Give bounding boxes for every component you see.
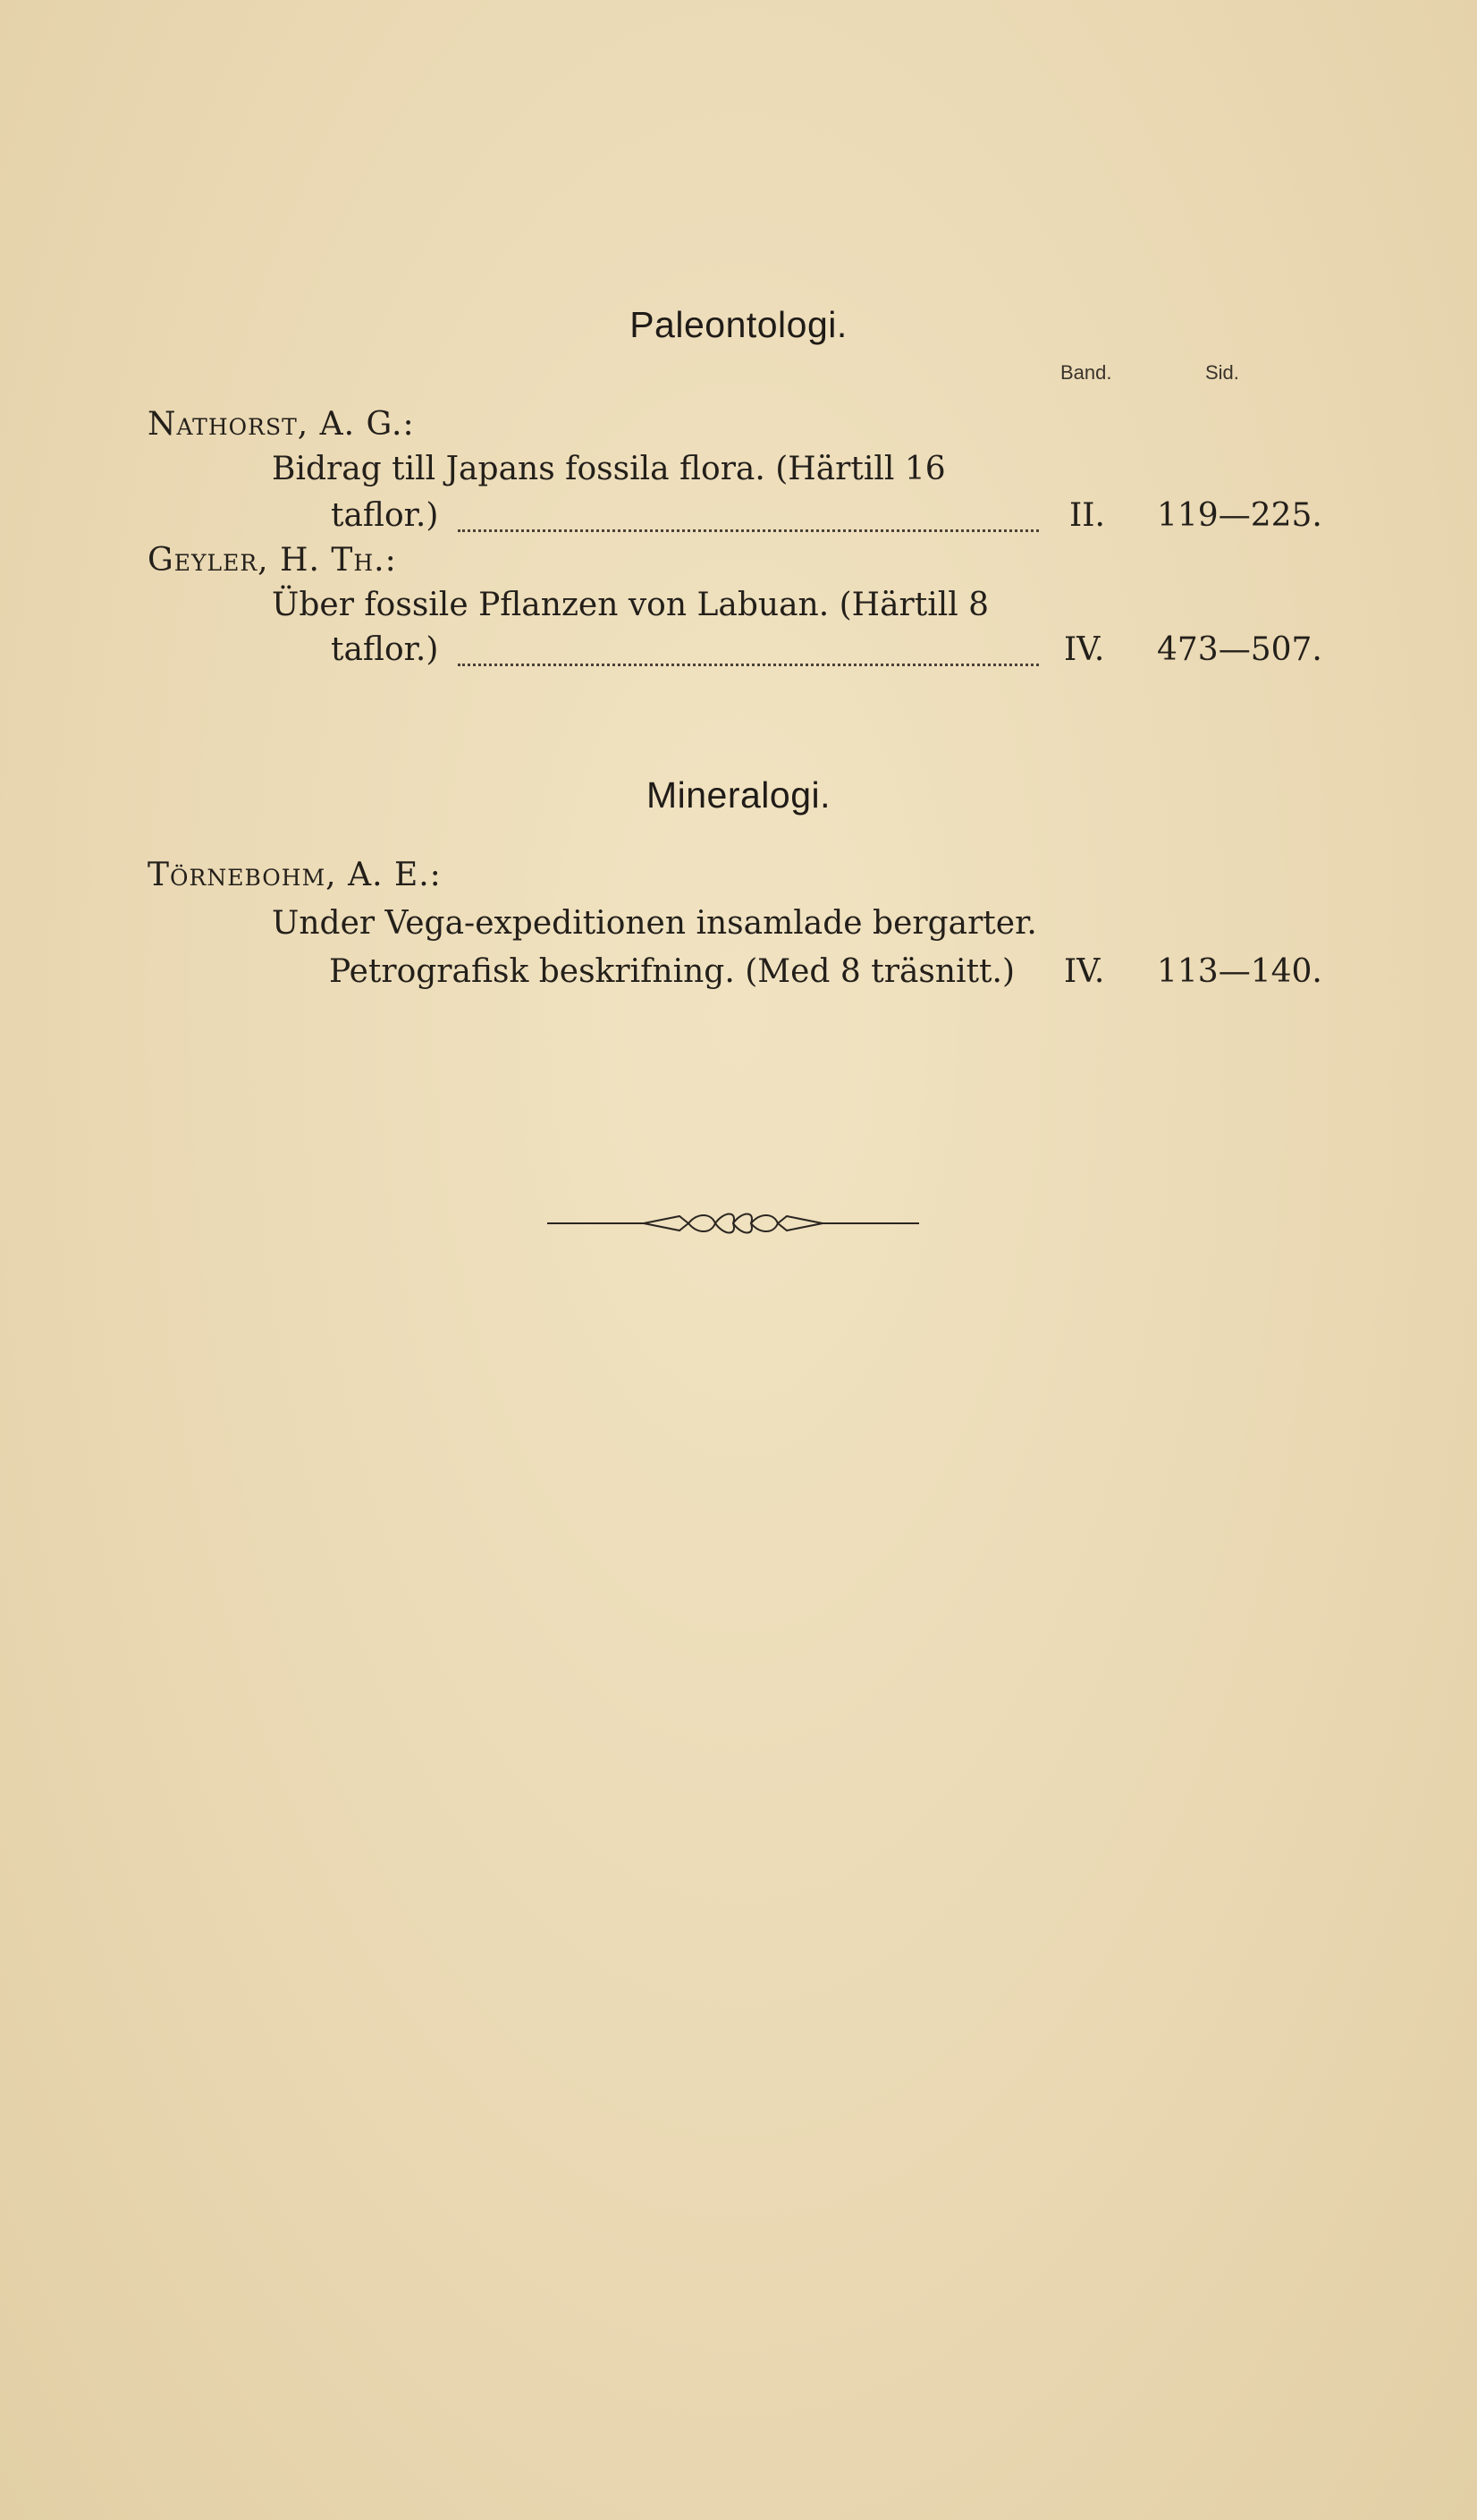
column-header-band: Band. [1060, 361, 1112, 384]
entry-title-line1: Under Vega-expeditionen insamlade bergarter. [272, 905, 1037, 942]
entry-band: IV. [1064, 953, 1105, 990]
entry-title-line2: Petrografisk beskrifning. (Med 8 träsnitt.) [329, 953, 1016, 990]
decorative-flourish-icon [545, 1205, 921, 1241]
entry-author: Nathorst, A. G.: [148, 406, 415, 443]
entry-band: IV. [1064, 631, 1105, 668]
section-title-paleontology: Paleontologi. [629, 304, 848, 345]
entry-title-line2: taflor.) [331, 631, 439, 668]
entry-author: Törnebohm, A. E.: [148, 857, 442, 893]
leader-dots [458, 664, 1039, 666]
column-header-sid: Sid. [1205, 361, 1239, 384]
entry-title-line1: Über fossile Pflanzen von Labuan. (Härtill 8 [272, 587, 990, 623]
section-title-mineralogy: Mineralogi. [646, 774, 831, 816]
entry-pages: 119—225. [1157, 497, 1322, 534]
leader-dots [458, 529, 1039, 532]
entry-pages: 473—507. [1157, 631, 1322, 668]
entry-pages: 113—140. [1157, 953, 1322, 990]
entry-author: Geyler, H. Th.: [148, 542, 397, 579]
entry-title-line1: Bidrag till Japans fossila flora. (Härtill 16 [272, 451, 946, 487]
entry-title-line2: taflor.) [331, 497, 439, 534]
entry-band: II. [1069, 497, 1105, 534]
